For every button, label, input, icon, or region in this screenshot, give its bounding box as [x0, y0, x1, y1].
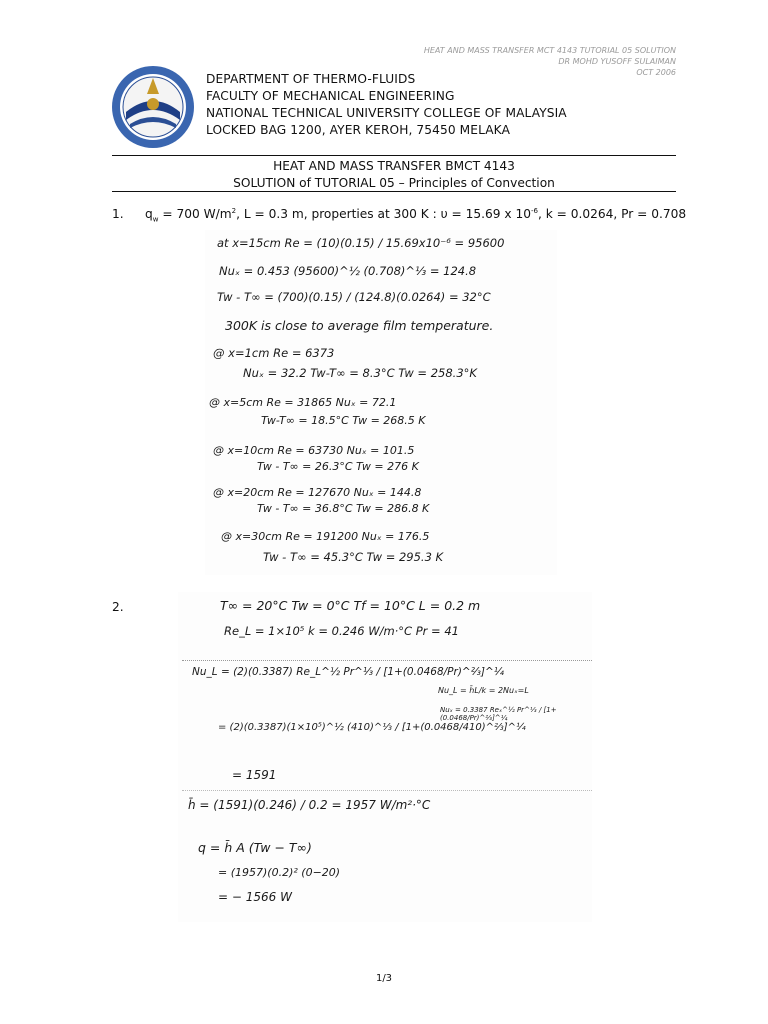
hw-line: @ x=1cm Re = 6373	[213, 346, 335, 360]
document-title	[112, 158, 676, 192]
university-logo	[110, 64, 196, 150]
hw-line: Tw - T∞ = 26.3°C Tw = 276 K	[257, 460, 419, 473]
hw-line: = − 1566 W	[218, 890, 292, 904]
university-name: NATIONAL TECHNICAL UNIVERSITY COLLEGE OF MALAYSIA	[206, 106, 567, 120]
title-rule-top	[112, 155, 676, 156]
heat-flux-value: = 700 W/m	[158, 207, 232, 222]
course-title: HEAT AND MASS TRANSFER BMCT 4143	[273, 159, 515, 173]
tutorial-title: SOLUTION of TUTORIAL 05 – Principles of Convection	[233, 176, 555, 190]
hw-line: at x=15cm Re = (10)(0.15) / 15.69x10⁻⁶ = 95600	[217, 236, 505, 250]
hw-line: h̄ = (1591)(0.246) / 0.2 = 1957 W/m²·°C	[188, 798, 431, 812]
question-2-handwritten-solution	[178, 592, 592, 922]
hw-line: @ x=5cm Re = 31865 Nuₓ = 72.1	[209, 396, 397, 409]
hw-line: Nuₓ = 0.453 (95600)^½ (0.708)^⅓ = 124.8	[219, 264, 477, 278]
hw-line: Tw - T∞ = 45.3°C Tw = 295.3 K	[263, 550, 444, 564]
university-address: LOCKED BAG 1200, AYER KEROH, 75450 MELAKA	[206, 123, 511, 137]
question-1-handwritten-solution	[205, 230, 557, 575]
page-number: 1/3	[375, 973, 393, 984]
heat-flux-symbol: q	[145, 207, 153, 222]
given-properties-b: , k = 0.0264, Pr = 0.708	[537, 207, 687, 222]
hw-line: = (1957)(0.2)² (0−20)	[218, 866, 341, 879]
scan-artifact-line	[182, 790, 592, 791]
hw-line: = 1591	[232, 768, 277, 782]
hw-line: Re_L = 1×10⁵ k = 0.246 W/m·°C Pr = 41	[224, 624, 459, 638]
hw-line: @ x=20cm Re = 127670 Nuₓ = 144.8	[213, 486, 422, 499]
hw-line: Tw - T∞ = (700)(0.15) / (124.8)(0.0264) = 32°C	[217, 290, 491, 304]
given-properties-a: , L = 0.3 m, properties at 300 K : υ = 15.69 x 10	[236, 207, 531, 222]
hw-line: 300K is close to average film temperature.	[225, 318, 494, 333]
heat-flux-subscript: w	[152, 215, 159, 224]
heat-flux-unit-exponent: 2	[231, 207, 237, 215]
viscosity-exponent: -6	[531, 207, 538, 215]
hw-line: q = h̄ A (Tw − T∞)	[198, 840, 312, 855]
hw-note: Nuₓ = 0.3387 Reₓ^½ Pr^⅓ / [1+(0.0468/Pr)^⅔]^¼	[440, 706, 557, 722]
hw-note: Nu_L = h̄L/k = 2Nuₓ=L	[438, 686, 529, 695]
scan-artifact-line	[182, 660, 592, 661]
hw-line: Nu_L = (2)(0.3387) Re_L^½ Pr^⅓ / [1+(0.0468/Pr)^⅔]^¼	[192, 666, 504, 678]
hw-line: Nuₓ = 32.2 Tw-T∞ = 8.3°C Tw = 258.3°K	[243, 366, 477, 380]
question-1-given	[145, 207, 686, 224]
question-2-number: 2.	[112, 600, 124, 614]
header-author-line: DR MOHD YUSOFF SULAIMAN	[558, 57, 676, 66]
institution-block	[206, 71, 567, 139]
header-date-line: OCT 2006	[636, 68, 676, 77]
faculty-name: FACULTY OF MECHANICAL ENGINEERING	[206, 89, 455, 103]
title-rule-bottom	[112, 191, 676, 192]
department-name: DEPARTMENT OF THERMO-FLUIDS	[206, 72, 416, 86]
hw-line: Tw - T∞ = 36.8°C Tw = 286.8 K	[257, 502, 430, 515]
hw-line: @ x=30cm Re = 191200 Nuₓ = 176.5	[221, 530, 430, 543]
hw-line: = (2)(0.3387)(1×10⁵)^½ (410)^⅓ / [1+(0.0468/410)^⅔]^¼	[218, 722, 526, 733]
hw-line: @ x=10cm Re = 63730 Nuₓ = 101.5	[213, 444, 415, 457]
hw-line: Tw-T∞ = 18.5°C Tw = 268.5 K	[261, 414, 426, 427]
hw-line: T∞ = 20°C Tw = 0°C Tf = 10°C L = 0.2 m	[220, 598, 481, 613]
header-course-line: HEAT AND MASS TRANSFER MCT 4143 TUTORIAL 05 SOLUTION	[423, 46, 676, 55]
question-1-number: 1.	[112, 207, 124, 221]
